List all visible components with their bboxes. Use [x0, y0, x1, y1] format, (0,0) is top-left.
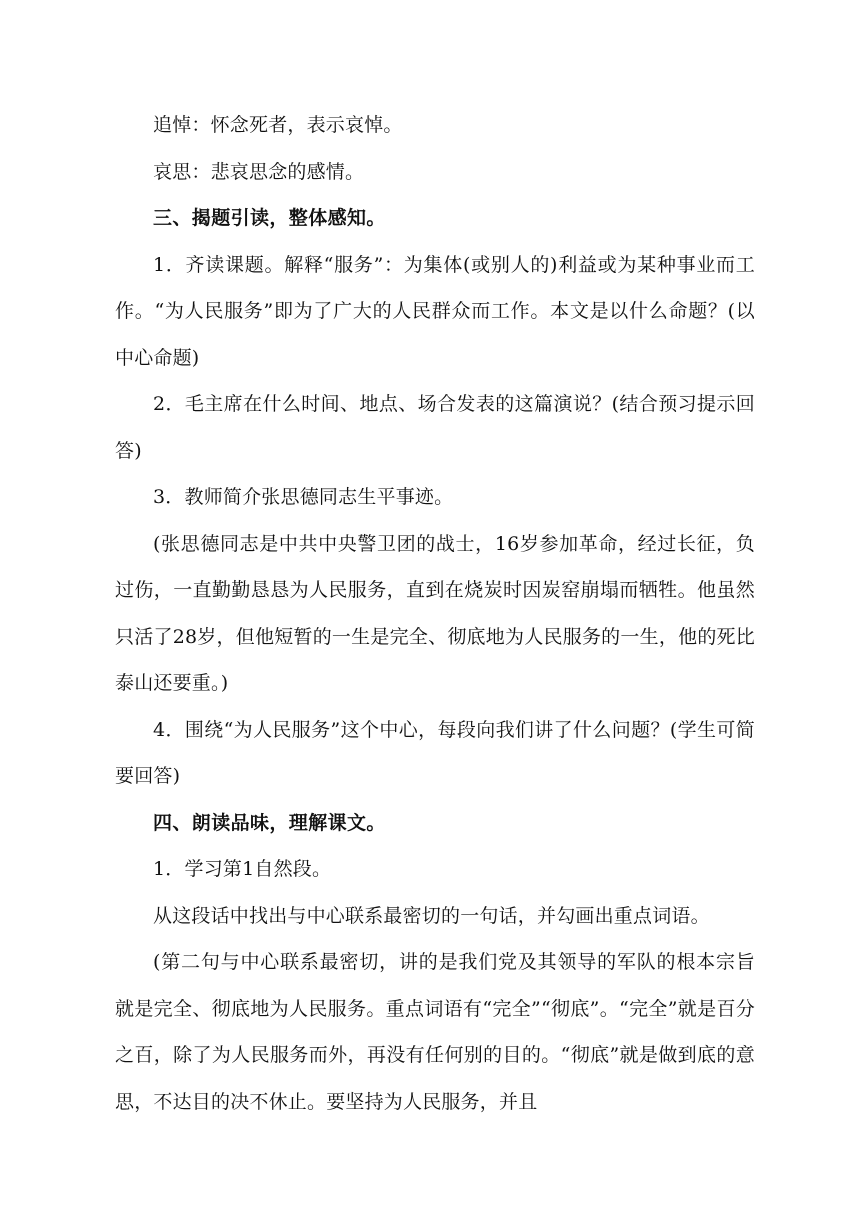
paragraph-zhangside-note: (张思德同志是中共中央警卫团的战士，16岁参加革命，经过长征，负过伤，一直勤勤恳恳为人民服务，直到在烧炭时因炭窑崩塌而牺牲。他虽然只活了28岁，但他短暂的一生是完全、彻底地为人民服务的一生，他的死比泰山还要重。) [115, 532, 755, 694]
paragraph-item-1: 1．齐读课题。解释“服务”：为集体(或别人的)利益或为某种事业而工作。“为人民服务”即为了广大的人民群众而工作。本文是以什么命题？(以中心命题) [115, 253, 755, 369]
paragraph-item-4: 4．围绕“为人民服务”这个中心，每段向我们讲了什么问题？(学生可简要回答) [115, 718, 755, 787]
paragraph-item-3: 3．教师简介张思德同志生平事迹。 [153, 486, 454, 508]
paragraph-definition-zhuidao: 追悼：怀念死者，表示哀悼。 [153, 114, 403, 136]
paragraph-definition-aisi: 哀思：悲哀思念的感情。 [153, 160, 365, 183]
paragraph-item-2: 2．毛主席在什么时间、地点、场合发表的这篇演说？(结合预习提示回答) [115, 393, 755, 462]
section-heading-three: 三、揭题引读，整体感知。 [153, 207, 386, 229]
document-body [115, 102, 755, 1125]
paragraph-answer-note: (第二句与中心联系最密切，讲的是我们党及其领导的军队的根本宗旨就是完全、彻底地为人民服务。重点词语有“完全”“彻底”。“完全”就是百分之百，除了为人民服务而外，再没有任何别的目的。“彻底”就是做到底的意思，不达目的决不休止。要坚持为人民服务，并且 [115, 951, 755, 1113]
section-heading-four: 四、朗读品味，理解课文。 [153, 811, 386, 834]
paragraph-study-item-1: 1．学习第1自然段。 [153, 858, 332, 880]
paragraph-instruction: 从这段话中找出与中心联系最密切的一句话，并勾画出重点词语。 [153, 904, 710, 927]
